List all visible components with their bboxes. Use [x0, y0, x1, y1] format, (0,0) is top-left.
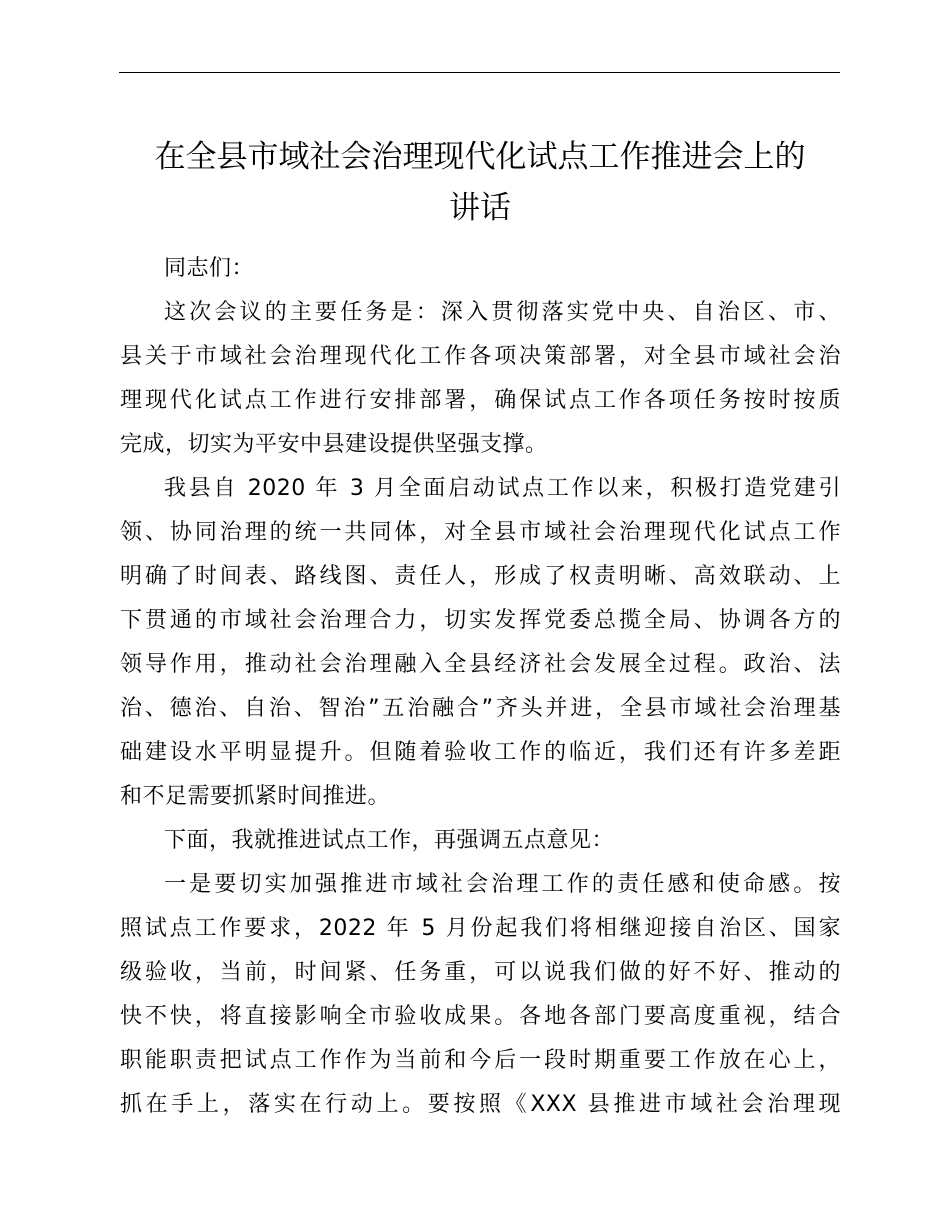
text-line: 我县自 2020 年 3 月全面启动试点工作以来，积极打造党建引 [164, 476, 841, 501]
header-rule [119, 72, 840, 73]
text-line: 治、德治、自治、智治”五治融合”齐头并进，全县市域社会治理基 [120, 696, 841, 721]
text-line: 级验收，当前，时间紧、任务重，可以说我们做的好不好、推动的 [120, 960, 841, 985]
document-body [120, 247, 841, 1127]
text-line: 快不快，将直接影响全市验收成果。各地各部门要高度重视，结合 [120, 1004, 841, 1029]
text-line: 领、协同治理的统一共同体，对全县市域社会治理现代化试点工作 [120, 520, 841, 545]
title-line-2: 讲话 [449, 190, 511, 226]
text-line: 这次会议的主要任务是：深入贯彻落实党中央、自治区、市、 [164, 300, 841, 325]
paragraph-2 [120, 467, 841, 819]
text-line: 理现代化试点工作进行安排部署，确保试点工作各项任务按时按质 [120, 388, 841, 413]
text-line: 领导作用，推动社会治理融入全县经济社会发展全过程。政治、法 [120, 652, 841, 677]
text-line: 下贯通的市域社会治理合力，切实发挥党委总揽全局、协调各方的 [120, 608, 841, 633]
text-line: 抓在手上，落实在行动上。要按照《XXX 县推进市域社会治理现 [120, 1092, 841, 1117]
text-line: 一是要切实加强推进市域社会治理工作的责任感和使命感。按 [164, 872, 841, 897]
text-line: 同志们： [164, 256, 255, 281]
paragraph-salutation [120, 247, 841, 291]
paragraph-3 [120, 819, 841, 863]
text-line: 下面，我就推进试点工作，再强调五点意见： [164, 828, 615, 853]
text-line: 明确了时间表、路线图、责任人，形成了权责明晰、高效联动、上 [120, 564, 841, 589]
text-line: 照试点工作要求，2022 年 5 月份起我们将相继迎接自治区、国家 [120, 916, 841, 941]
text-line: 完成，切实为平安中县建设提供坚强支撑。 [120, 432, 548, 457]
text-line: 县关于市域社会治理现代化工作各项决策部署，对全县市域社会治 [120, 344, 841, 369]
text-line: 职能职责把试点工作作为当前和今后一段时期重要工作放在心上， [120, 1048, 841, 1073]
title-line-1: 在全县市域社会治理现代化试点工作推进会上的 [154, 139, 806, 175]
paragraph-4 [120, 863, 841, 1127]
text-line: 和不足需要抓紧时间推进。 [120, 784, 391, 809]
text-line: 础建设水平明显提升。但随着验收工作的临近，我们还有许多差距 [120, 740, 841, 765]
paragraph-1 [120, 291, 841, 467]
document-title [100, 132, 860, 234]
